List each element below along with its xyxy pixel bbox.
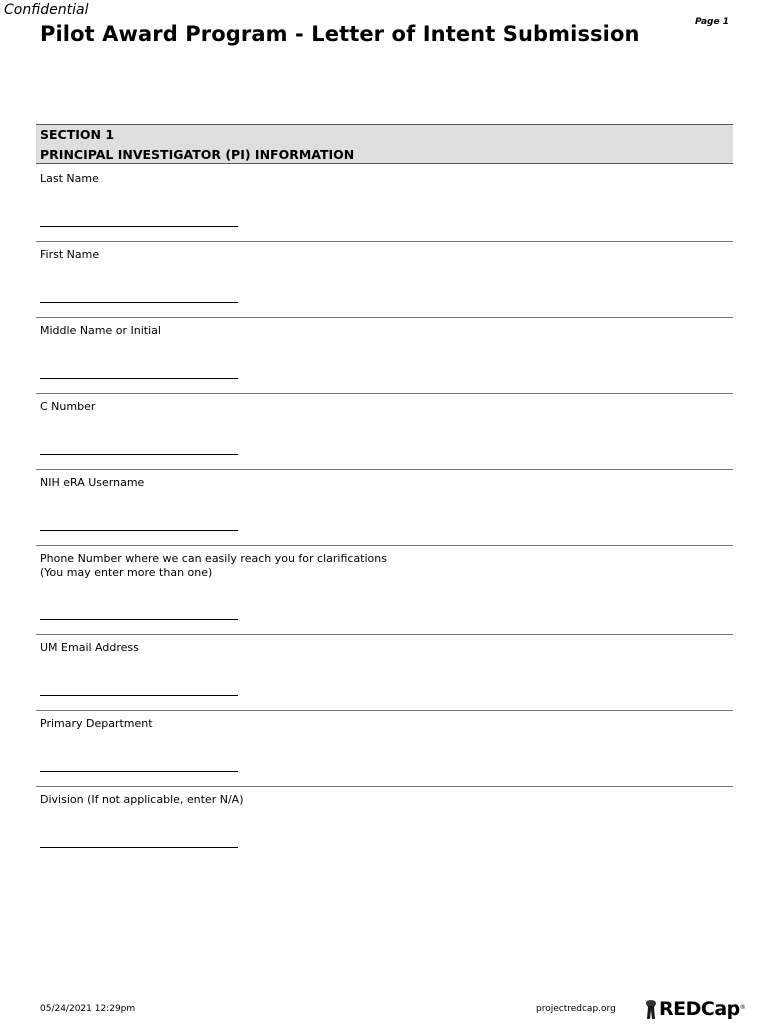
answer-line[interactable] [40, 695, 238, 696]
field-primary-department [36, 710, 733, 786]
field-label: UM Email Address [40, 641, 139, 654]
section-number: SECTION 1 [40, 127, 115, 142]
confidential-label: Confidential [4, 2, 89, 18]
field-label: First Name [40, 248, 100, 261]
answer-line[interactable] [40, 454, 238, 455]
field-label: NIH eRA Username [40, 476, 145, 489]
redcap-logo-icon [644, 998, 658, 1020]
field-label: Primary Department [40, 717, 153, 730]
field-label: Phone Number where we can easily reach you for clarifications (You may enter more than one) [40, 552, 387, 579]
footer-site: projectredcap.org [536, 1004, 616, 1014]
redcap-logo-text: REDCap [659, 998, 740, 1020]
field-label: Division (If not applicable, enter N/A) [40, 793, 244, 806]
field-division [36, 786, 733, 862]
redcap-logo-registered: ® [739, 1003, 746, 1011]
field-nih-era-username [36, 469, 733, 545]
answer-line[interactable] [40, 378, 238, 379]
page-title: Pilot Award Program - Letter of Intent Submission [40, 22, 640, 46]
field-last-name [36, 165, 733, 241]
field-label: Last Name [40, 172, 99, 185]
field-middle-name [36, 317, 733, 393]
section-header [36, 124, 733, 164]
field-phone-number [36, 545, 733, 634]
section-title: PRINCIPAL INVESTIGATOR (PI) INFORMATION [40, 147, 355, 162]
field-first-name [36, 241, 733, 317]
field-label: Middle Name or Initial [40, 324, 161, 337]
field-um-email [36, 634, 733, 710]
answer-line[interactable] [40, 302, 238, 303]
answer-line[interactable] [40, 226, 238, 227]
answer-line[interactable] [40, 530, 238, 531]
field-c-number [36, 393, 733, 469]
answer-line[interactable] [40, 771, 238, 772]
answer-line[interactable] [40, 847, 238, 848]
answer-line[interactable] [40, 619, 238, 620]
page-number: Page 1 [694, 17, 729, 27]
field-label: C Number [40, 400, 96, 413]
redcap-logo [644, 996, 746, 1022]
footer-timestamp: 05/24/2021 12:29pm [40, 1004, 136, 1014]
